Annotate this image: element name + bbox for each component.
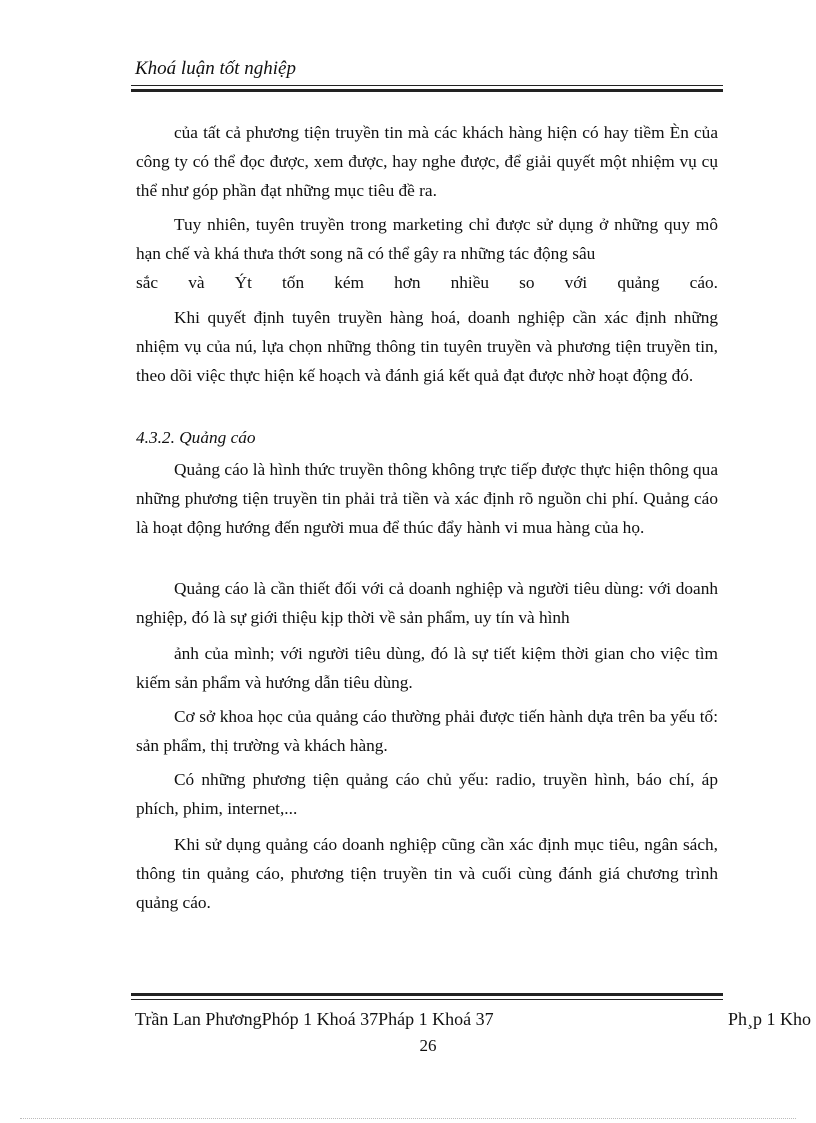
paragraph-6: ảnh của mình; với người tiêu dùng, đó là sự tiết kiệm thời gian cho việc tìm kiếm sản phẩm và hướng dẫn tiêu dùng. [136, 644, 718, 692]
word: kém [334, 273, 364, 292]
paragraph-5: Quảng cáo là cần thiết đối với cả doanh nghiệp và người tiêu dùng: với doanh nghiệp, đó là sự giới thiệu kịp thời về sản phẩm, uy tín và hình [136, 579, 718, 627]
word: hơn [394, 273, 421, 292]
page-number: 26 [419, 1036, 437, 1055]
page-edge-dotted-line [20, 1118, 796, 1119]
paragraph-2-last-line [136, 268, 718, 297]
paragraph-7: Cơ sở khoa học của quảng cáo thường phải được tiến hành dựa trên ba yếu tố: sản phẩm, thị trường và khách hàng. [136, 707, 718, 755]
word: tốn [282, 273, 305, 292]
paragraph-3: Khi quyết định tuyên truyền hàng hoá, doanh nghiệp cần xác định những nhiệm vụ của nú, lựa chọn những thông tin tuyên truyền và phương tiện truyền tin, theo dõi việc thực hiện kế hoạch và đánh giá kết quả đạt được nhờ hoạt động đó. [136, 308, 718, 385]
paragraph-9: Khi sử dụng quảng cáo doanh nghiệp cũng cần xác định mục tiêu, ngân sách, thông tin quảng cáo, phương tiện truyền tin và cuối cùng đánh giá chương trình quảng cáo. [136, 835, 718, 912]
word: sắc [136, 273, 159, 292]
word: so [519, 273, 535, 292]
footer-author-class: Trần Lan PhươngPhóp 1 Khoá 37Pháp 1 Khoá 37 [135, 1009, 494, 1029]
footer-overflow-text: Ph¸p 1 Kho [728, 1009, 812, 1029]
paragraph-8: Có những phương tiện quảng cáo chủ yếu: radio, truyền hình, báo chí, áp phích, phim, internet,... [136, 770, 718, 818]
footer-rule-bottom [131, 999, 723, 1000]
document-header-title: Khoá luận tốt nghiệp [135, 58, 296, 79]
word: cáo. [689, 273, 718, 292]
word: và [188, 273, 205, 292]
word: quảng [617, 273, 660, 292]
section-heading: 4.3.2. Quảng cáo [136, 428, 256, 447]
paragraph-4: Quảng cáo là hình thức truyền thông không trực tiếp được thực hiện thông qua những phương tiện truyền tin phải trả tiền và xác định rõ nguồn chi phí. Quảng cáo là hoạt động hướng đến người mua để thúc đẩy hành vi mua hàng của họ. [136, 460, 718, 537]
word: nhiều [450, 273, 490, 292]
word: với [564, 273, 588, 292]
paragraph-2: Tuy nhiên, tuyên truyền trong marketing chỉ được sử dụng ở những quy mô hạn chế và khá thưa thớt song nã có thể gây ra những tác động sâu [136, 215, 718, 263]
word: Ýt [234, 273, 252, 292]
paragraph-1: của tất cả phương tiện truyền tin mà các khách hàng hiện có hay tiềm Èn của công ty có thể đọc được, xem được, hay nghe được, để giải quyết một nhiệm vụ cụ thể như góp phần đạt những mục tiêu đề ra. [136, 123, 718, 200]
header-rule-bottom [131, 89, 723, 92]
footer-rule-top [131, 993, 723, 996]
header-rule-top [131, 85, 723, 86]
